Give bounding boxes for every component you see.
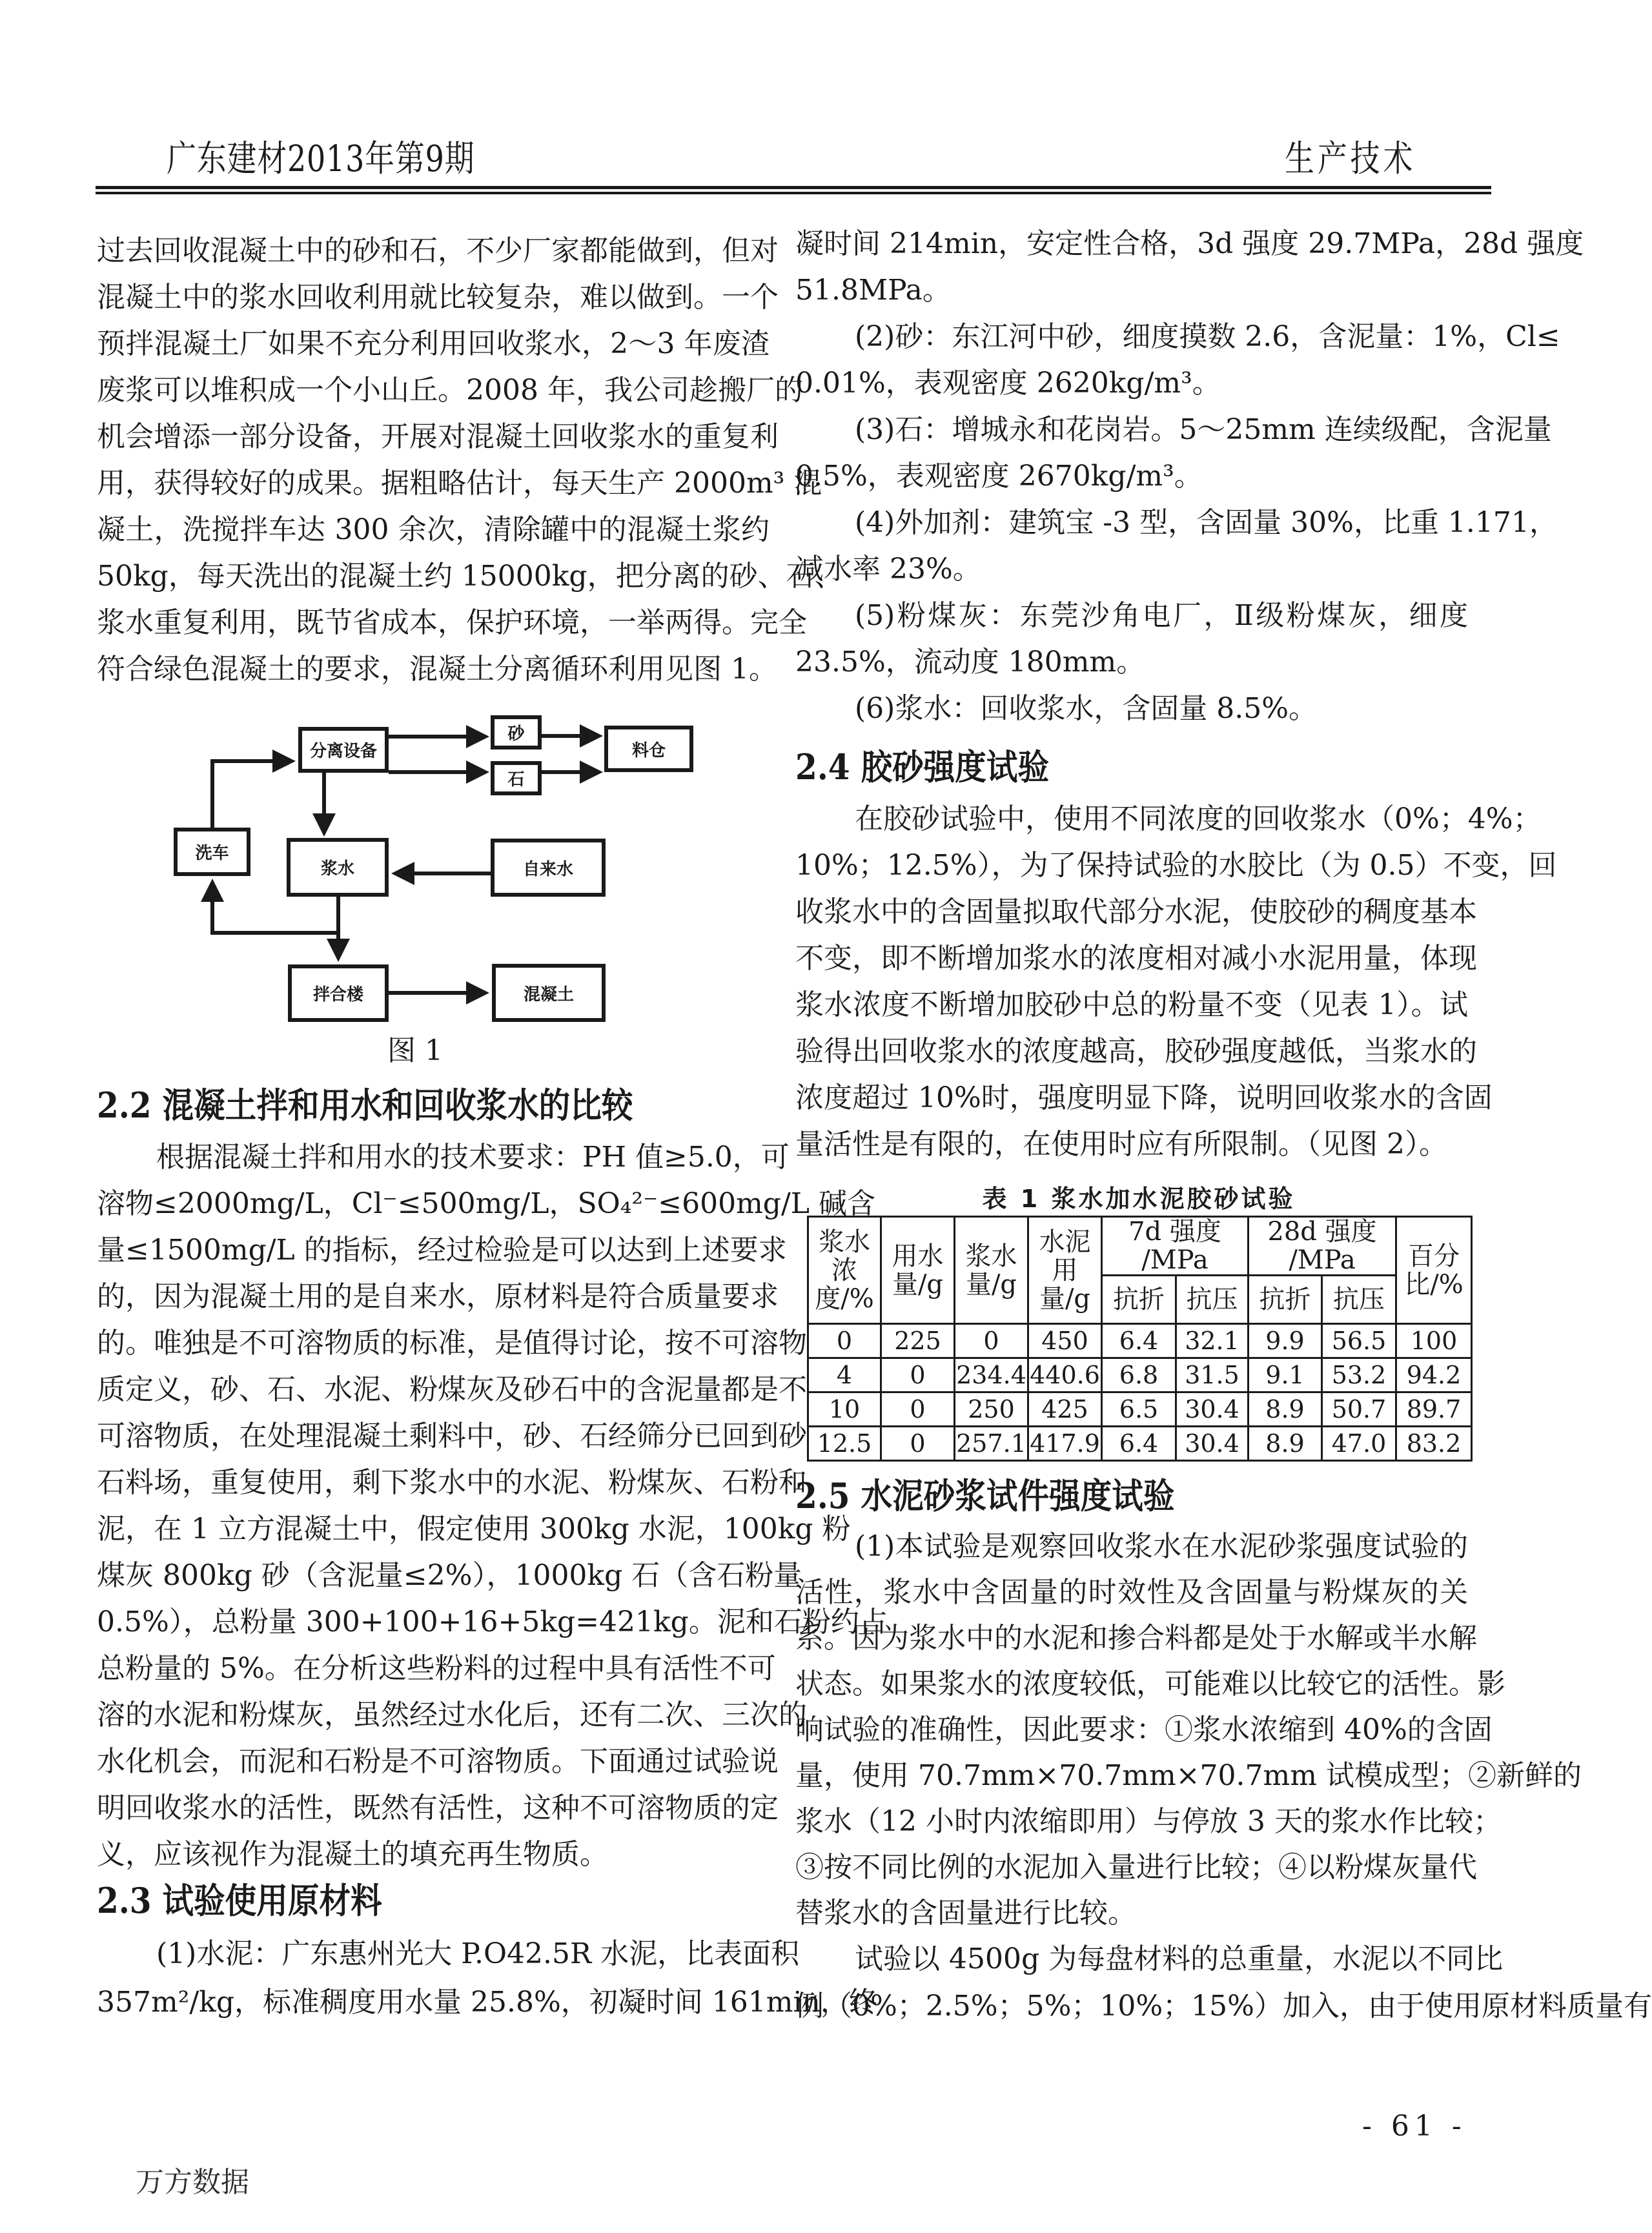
text-line: 10%；12.5%），为了保持试验的水胶比（为 0.5）不变，回: [795, 849, 1557, 882]
table-cell: 8.9: [1249, 1427, 1322, 1461]
text-line: 50kg，每天洗出的混凝土约 15000kg，把分离的砂、石、: [97, 560, 843, 593]
right-column: [795, 0, 1652, 2233]
node-bin: 料仓: [604, 726, 693, 772]
table-cell: 425: [1028, 1392, 1102, 1427]
text-line: 浓度超过 10%时，强度明显下降，说明回收浆水的含固: [795, 1081, 1493, 1114]
text-line: 51.8MPa。: [795, 274, 951, 307]
text-line: 活性，浆水中含固量的时效性及含固量与粉煤灰的关: [795, 1576, 1468, 1609]
text-line: 根据混凝土拌和用水的技术要求：PH 值≥5.0，可: [156, 1141, 790, 1174]
table-cell: 31.5: [1176, 1358, 1249, 1392]
table-cell: 257.1: [955, 1427, 1028, 1461]
col-header-28d-compressive: 抗压: [1322, 1276, 1396, 1324]
col-header-water: 用水量/g: [881, 1217, 955, 1324]
node-mixing-plant: 拌合楼: [288, 964, 389, 1022]
text-line: 总粉量的 5%。在分析这些粉料的过程中具有活性不可: [97, 1652, 776, 1685]
table-cell: 6.4: [1102, 1427, 1176, 1461]
text-line: 凝土，洗搅拌车达 300 余次，清除罐中的混凝土浆约: [97, 513, 770, 546]
table-cell: 9.9: [1249, 1324, 1322, 1358]
text-line: 的，因为混凝土用的是自来水，原材料是符合质量要求: [97, 1280, 779, 1313]
table-cell: 32.1: [1176, 1324, 1249, 1358]
node-wash: 洗车: [174, 828, 250, 876]
text-line: 质定义，砂、石、水泥、粉煤灰及砂石中的含泥量都是不: [97, 1373, 807, 1406]
table-cell: 30.4: [1176, 1392, 1249, 1427]
text-line: (6)浆水：回收浆水，含固量 8.5%。: [855, 692, 1318, 725]
text-line: 可溶物质，在处理混凝土剩料中，砂、石经筛分已回到砂: [97, 1420, 807, 1453]
text-line: 水化机会，而泥和石粉是不可溶物质。下面通过试验说: [97, 1745, 779, 1778]
section-heading-2-3: 2.3 试验使用原材料: [97, 1880, 382, 1921]
text-line: 废浆可以堆积成一个小山丘。2008 年，我公司趁搬厂的: [97, 374, 803, 407]
section-heading-2-4: 2.4 胶砂强度试验: [795, 746, 1050, 788]
text-line: 机会增添一部分设备，开展对混凝土回收浆水的重复利: [97, 420, 779, 453]
table-cell: 12.5: [808, 1427, 881, 1461]
table-cell: 0: [881, 1427, 955, 1461]
text-line: 浆水重复利用，既节省成本，保护环境，一举两得。完全: [97, 606, 807, 639]
col-header-7d: 7d 强度 /MPa: [1102, 1217, 1249, 1276]
text-line: (1)本试验是观察回收浆水在水泥砂浆强度试验的: [855, 1530, 1468, 1563]
text-line: ③按不同比例的水泥加入量进行比较；④以粉煤灰量代: [795, 1851, 1477, 1884]
table-cell: 50.7: [1322, 1392, 1396, 1427]
text-line: 357m²/kg，标准稠度用水量 25.8%，初凝时间 161min，终: [97, 1986, 877, 2019]
table-cell: 10: [808, 1392, 881, 1427]
table-cell: 0: [808, 1324, 881, 1358]
table-cell: 0: [955, 1324, 1028, 1358]
table-row: [808, 1358, 1472, 1392]
text-line: (1)水泥：广东惠州光大 P.O42.5R 水泥，比表面积: [156, 1937, 800, 1970]
text-line: 用，获得较好的成果。据粗略估计，每天生产 2000m³ 混: [97, 467, 822, 500]
page-number: - 61 -: [1362, 2110, 1467, 2143]
col-header-concentration: 浆水浓度/%: [808, 1217, 881, 1324]
table-cell: 8.9: [1249, 1392, 1322, 1427]
text-line: 系。因为浆水中的水泥和掺合料都是处于水解或半水解: [795, 1622, 1477, 1655]
source-watermark: 万方数据: [136, 2166, 249, 2199]
col-header-slurry: 浆水量/g: [955, 1217, 1028, 1324]
text-line: 混凝土中的浆水回收利用就比较复杂，难以做到。一个: [97, 281, 779, 314]
text-line: 浆水浓度不断增加胶砂中总的粉量不变（见表 1）。试: [795, 988, 1468, 1021]
col-header-7d-flexural: 抗折: [1102, 1276, 1176, 1324]
table-cell: 100: [1396, 1324, 1472, 1358]
table-cell: 53.2: [1322, 1358, 1396, 1392]
text-line: 响试验的准确性，因此要求：①浆水浓缩到 40%的含固: [795, 1713, 1493, 1746]
node-tap-water: 自来水: [491, 839, 606, 897]
table-cell: 440.6: [1028, 1358, 1102, 1392]
text-line: 符合绿色混凝土的要求，混凝土分离循环利用见图 1。: [97, 653, 777, 686]
table-cell: 83.2: [1396, 1427, 1472, 1461]
table-cell: 94.2: [1396, 1358, 1472, 1392]
table-cell: 0: [881, 1358, 955, 1392]
text-line: 23.5%，流动度 180mm。: [795, 646, 1145, 678]
table-row: [808, 1392, 1472, 1427]
section-label-header: 生产技术: [1285, 138, 1416, 180]
node-slurry: 浆水: [287, 838, 389, 897]
text-line: 减水率 23%。: [795, 553, 981, 586]
data-table: [807, 1216, 1473, 1462]
text-line: 量，使用 70.7mm×70.7mm×70.7mm 试模成型；②新鲜的: [795, 1759, 1582, 1792]
table-cell: 417.9: [1028, 1427, 1102, 1461]
text-line: 验得出回收浆水的浓度越高，胶砂强度越低，当浆水的: [795, 1035, 1477, 1068]
col-header-7d-compressive: 抗压: [1176, 1276, 1249, 1324]
node-sand: 砂: [491, 715, 542, 749]
figure-caption: 图 1: [387, 1034, 443, 1067]
table-cell: 6.5: [1102, 1392, 1176, 1427]
section-heading-2-2: 2.2 混凝土拌和用水和回收浆水的比较: [97, 1085, 633, 1126]
text-line: 石料场，重复使用，剩下浆水中的水泥、粉煤灰、石粉和: [97, 1466, 807, 1499]
text-line: (3)石：增城永和花岗岩。5～25mm 连续级配，含泥量: [855, 413, 1552, 446]
table-row: [808, 1427, 1472, 1461]
text-line: 不变，即不断增加浆水的浓度相对减小水泥用量，体现: [795, 942, 1477, 975]
table-cell: 30.4: [1176, 1427, 1249, 1461]
node-concrete: 混凝土: [492, 964, 606, 1022]
col-header-28d-flexural: 抗折: [1249, 1276, 1322, 1324]
table-cell: 234.4: [955, 1358, 1028, 1392]
text-line: 替浆水的含固量进行比较。: [795, 1897, 1136, 1930]
text-line: (4)外加剂：建筑宝 -3 型，含固量 30%，比重 1.171，: [855, 506, 1558, 539]
node-stone: 石: [491, 761, 542, 795]
text-line: 义，应该视作为混凝土的填充再生物质。: [97, 1838, 608, 1871]
table-cell: 9.1: [1249, 1358, 1322, 1392]
text-line: (5)粉煤灰：东莞沙角电厂，Ⅱ级粉煤灰，细度: [855, 599, 1468, 632]
table-title: 表 1 浆水加水泥胶砂试验: [982, 1185, 1296, 1213]
table-cell: 450: [1028, 1324, 1102, 1358]
text-line: 溶的水泥和粉煤灰，虽然经过水化后，还有二次、三次的: [97, 1698, 807, 1731]
text-line: 状态。如果浆水的浓度较低，可能难以比较它的活性。影: [795, 1667, 1505, 1700]
col-header-cement: 水泥用量/g: [1028, 1217, 1102, 1324]
text-line: 在胶砂试验中，使用不同浓度的回收浆水（0%；4%；: [855, 802, 1542, 835]
text-line: 煤灰 800kg 砂（含泥量≤2%），1000kg 石（含石粉量: [97, 1559, 802, 1592]
text-line: 例（0%；2.5%；5%；10%；15%）加入，由于使用原材料质量有: [795, 1990, 1652, 2023]
text-line: 量活性是有限的，在使用时应有所限制。（见图 2）。: [795, 1128, 1447, 1161]
text-line: 量≤1500mg/L 的指标，经过检验是可以达到上述要求: [97, 1234, 787, 1267]
text-line: 试验以 4500g 为每盘材料的总重量，水泥以不同比: [855, 1942, 1504, 1975]
text-line: 凝时间 214min，安定性合格，3d 强度 29.7MPa，28d 强度: [795, 227, 1584, 260]
journal-issue-header: 广东建材2013年第9期: [167, 138, 475, 180]
table-cell: 6.4: [1102, 1324, 1176, 1358]
node-separator: 分离设备: [298, 727, 389, 773]
text-line: 0.5%），总粉量 300+100+16+5kg=421kg。泥和石粉约占: [97, 1606, 888, 1638]
table-cell: 56.5: [1322, 1324, 1396, 1358]
text-line: 0.5%，表观密度 2670kg/m³。: [795, 460, 1203, 493]
table-cell: 250: [955, 1392, 1028, 1427]
table-cell: 225: [881, 1324, 955, 1358]
text-line: 浆水（12 小时内浓缩即用）与停放 3 天的浆水作比较；: [795, 1805, 1502, 1838]
col-header-percent: 百分比/%: [1396, 1217, 1472, 1324]
table-cell: 47.0: [1322, 1427, 1396, 1461]
table-row: [808, 1324, 1472, 1358]
table-cell: 89.7: [1396, 1392, 1472, 1427]
section-heading-2-5: 2.5 水泥砂浆试件强度试验: [795, 1475, 1175, 1516]
col-header-28d: 28d 强度 /MPa: [1249, 1217, 1396, 1276]
text-line: 明回收浆水的活性，既然有活性，这种不可溶物质的定: [97, 1791, 779, 1824]
text-line: 0.01%，表观密度 2620kg/m³。: [795, 367, 1221, 400]
text-line: 泥，在 1 立方混凝土中，假定使用 300kg 水泥，100kg 粉: [97, 1513, 851, 1545]
table-cell: 4: [808, 1358, 881, 1392]
table-cell: 6.8: [1102, 1358, 1176, 1392]
text-line: 过去回收混凝土中的砂和石，不少厂家都能做到，但对: [97, 234, 779, 267]
text-line: 收浆水中的含固量拟取代部分水泥，使胶砂的稠度基本: [795, 895, 1477, 928]
table-cell: 0: [881, 1392, 955, 1427]
text-line: 预拌混凝土厂如果不充分利用回收浆水，2～3 年废渣: [97, 327, 770, 360]
text-line: 溶物≤2000mg/L，Cl⁻≤500mg/L，SO₄²⁻≤600mg/L 碱含: [97, 1187, 876, 1220]
text-line: (2)砂：东江河中砂，细度摸数 2.6，含泥量：1%，Cl≤: [855, 320, 1560, 353]
text-line: 的。唯独是不可溶物质的标准，是值得讨论，按不可溶物: [97, 1327, 807, 1360]
